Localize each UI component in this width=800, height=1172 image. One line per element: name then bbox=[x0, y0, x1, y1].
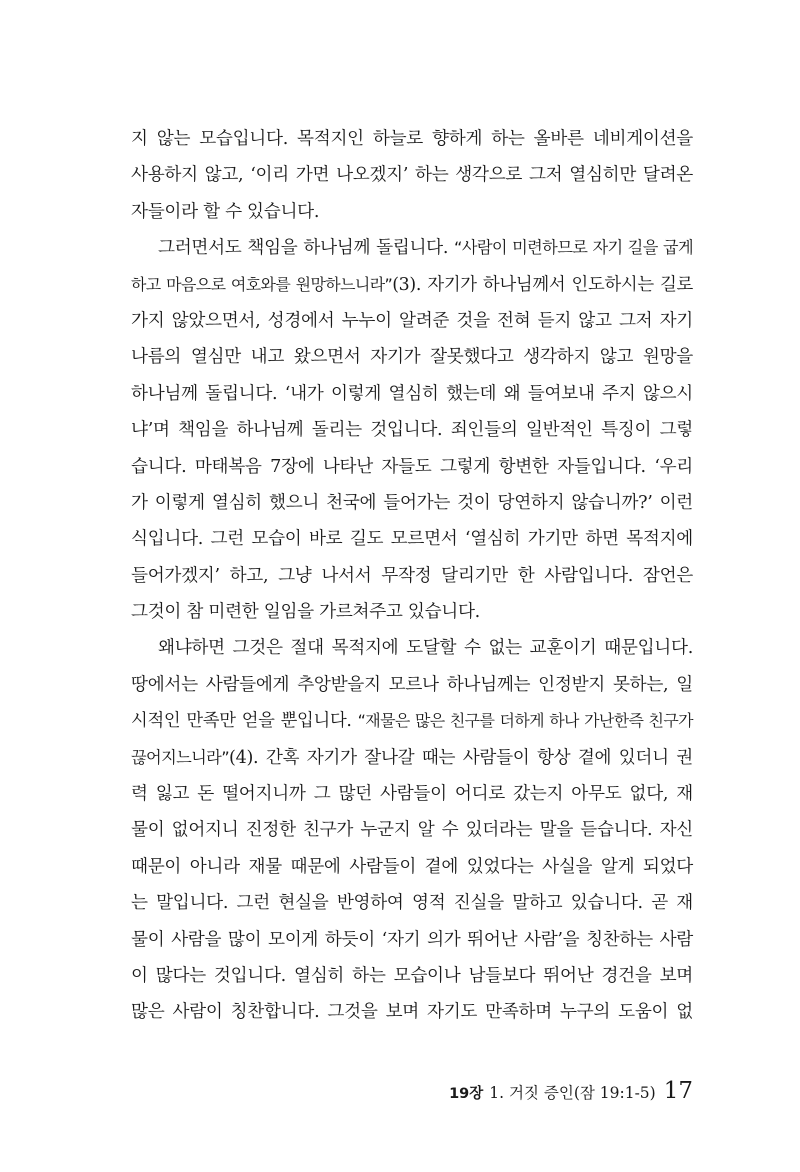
text-run: (4). 간혹 자기가 잘나갈 때는 사람들이 항상 곁에 있더니 권 bbox=[229, 747, 693, 768]
text-line: 지 않는 모습입니다. 목적지인 하늘로 향하게 하는 올바른 네비게이션을 bbox=[131, 129, 693, 149]
text-line bbox=[131, 267, 693, 303]
text-line: 는 말입니다. 그런 현실을 반영하여 영적 진실을 말하고 있습니다. 곧 재 bbox=[131, 893, 693, 914]
text-line: 때문이 아니라 재물 때문에 사람들이 곁에 있었다는 사실을 알게 되었다 bbox=[131, 856, 693, 877]
text-run: (3). 자기가 하나님께서 인도하시는 길로 bbox=[392, 274, 693, 295]
text-run: 시적인 만족만 얻을 뿐입니다. bbox=[131, 711, 358, 732]
text-line: 물이 사람을 많이 모이게 하듯이 ‘자기 의가 뛰어난 사람’을 칭찬하는 사람 bbox=[131, 929, 693, 950]
text-line: 나름의 열심만 내고 왔으면서 자기가 잘못했다고 생각하지 않고 원망을 bbox=[131, 347, 693, 368]
text-line: 땅에서는 사람들에게 추앙받을지 모르나 하나님께는 인정받지 못하는, 일 bbox=[131, 674, 693, 695]
text-line bbox=[131, 703, 693, 739]
section-title: 1. 거짓 증인(잠 19:1-5) bbox=[489, 1084, 656, 1102]
text-line: 자들이라 할 수 있습니다. bbox=[131, 201, 320, 222]
chapter-number: 19장 bbox=[449, 1086, 484, 1102]
text-line: 식입니다. 그런 모습이 바로 길도 모르면서 ‘열심히 가기만 하면 목적지에 bbox=[131, 529, 693, 550]
text-line: 냐’며 책임을 하나님께 돌리는 것입니다. 죄인들의 일반적인 특징이 그렇 bbox=[131, 420, 693, 441]
text-line bbox=[131, 740, 693, 776]
bible-quote: “재물은 많은 친구를 더하게 하나 가난한즉 친구가 bbox=[357, 711, 693, 731]
running-footer bbox=[449, 1078, 693, 1104]
bible-quote: “사람이 미련하므로 자기 길을 굽게 bbox=[454, 238, 693, 258]
text-line: 왜냐하면 그것은 절대 목적지에 도달할 수 없는 교훈이기 때문입니다. bbox=[158, 638, 693, 659]
bible-quote: 하고 마음으로 여호와를 원망하느니라” bbox=[131, 274, 393, 294]
text-line: 가 이렇게 열심히 했으니 천국에 들어가는 것이 당연하지 않습니까?’ 이런 bbox=[131, 492, 693, 513]
text-run: 그러면서도 책임을 하나님께 돌립니다. bbox=[158, 238, 455, 259]
page-number: 17 bbox=[663, 1078, 693, 1104]
text-line: 사용하지 않고, ‘이리 가면 나오겠지’ 하는 생각으로 그저 열심히만 달려온 bbox=[131, 165, 693, 186]
text-line bbox=[131, 230, 693, 266]
body-text bbox=[131, 121, 693, 1031]
text-line: 들어가겠지’ 하고, 그냥 나서서 무작정 달리기만 한 사람입니다. 잠언은 bbox=[131, 565, 693, 586]
text-line: 물이 없어지니 진정한 친구가 누군지 알 수 있더라는 말을 듣습니다. 자신 bbox=[131, 820, 693, 841]
text-line: 그것이 참 미련한 일임을 가르쳐주고 있습니다. bbox=[131, 602, 480, 623]
text-line: 습니다. 마태복음 7장에 나타난 자들도 그렇게 항변한 자들입니다. ‘우리 bbox=[131, 456, 693, 477]
text-line: 력 잃고 돈 떨어지니까 그 많던 사람들이 어디로 갔는지 아무도 없다, 재 bbox=[131, 784, 693, 805]
text-line: 이 많다는 것입니다. 열심히 하는 모습이나 남들보다 뛰어난 경건을 보며 bbox=[131, 965, 693, 986]
text-line: 많은 사람이 칭찬합니다. 그것을 보며 자기도 만족하며 누구의 도움이 없 bbox=[131, 1002, 693, 1023]
text-line: 가지 않았으면서, 성경에서 누누이 알려준 것을 전혀 듣지 않고 그저 자기 bbox=[131, 310, 693, 331]
text-line: 하나님께 돌립니다. ‘내가 이렇게 열심히 했는데 왜 들여보내 주지 않으시 bbox=[131, 383, 693, 404]
bible-quote: 끊어지느니라” bbox=[131, 747, 230, 767]
